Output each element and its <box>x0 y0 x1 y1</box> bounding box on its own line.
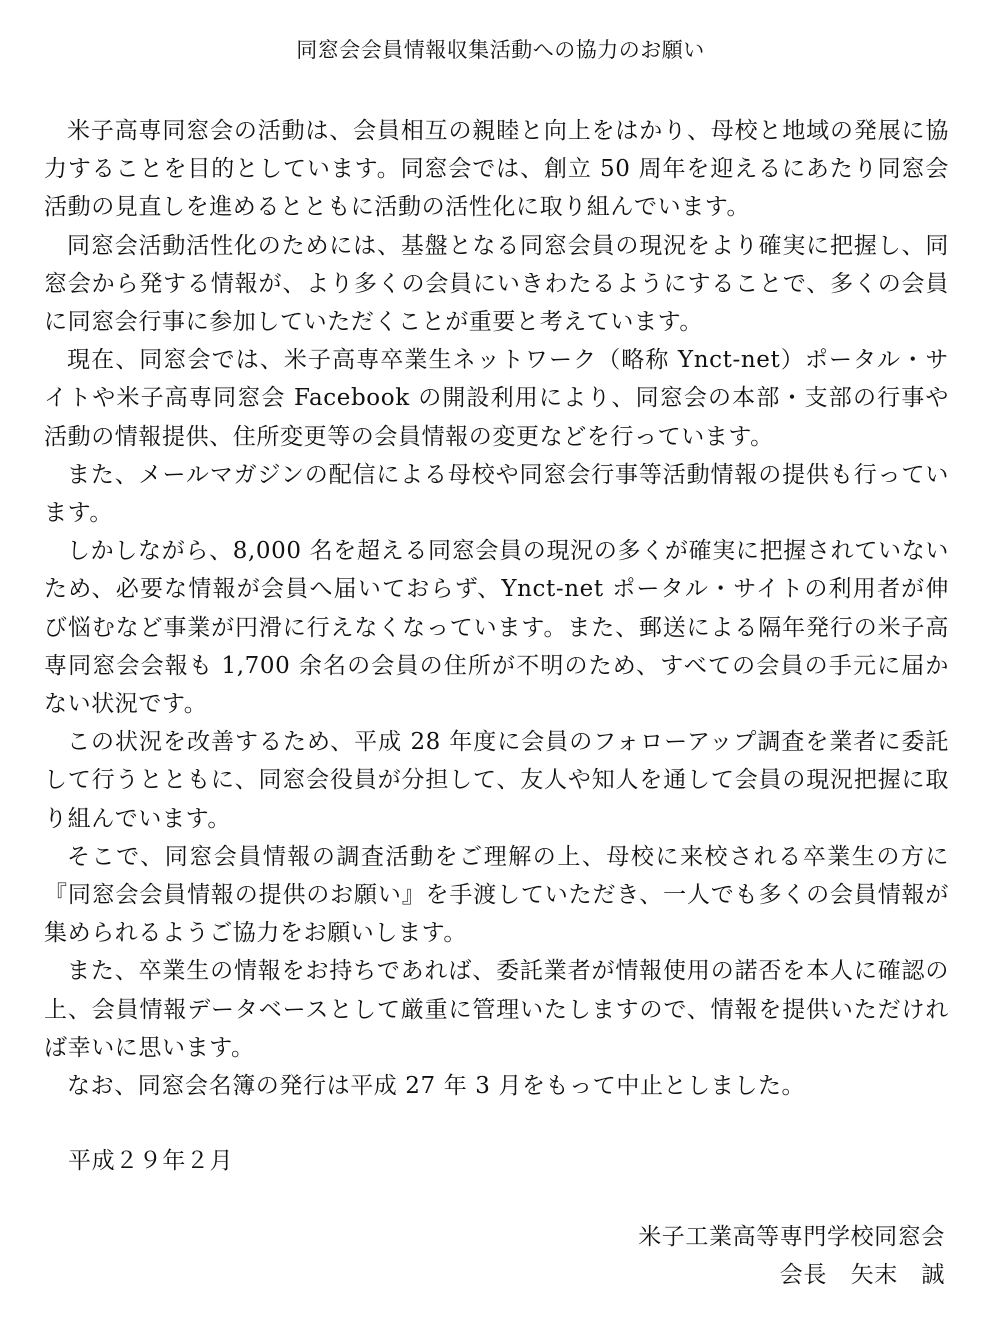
signature-block <box>638 1218 945 1294</box>
paragraph-improvement: この状況を改善するため、平成 28 年度に会員のフォローアップ調査を業者に委託して行うとともに、同窓会役員が分担して、友人や知人を通して会員の現況把握に取り組んでいます。 <box>44 729 949 832</box>
paragraph-directory-note: なお、同窓会名簿の発行は平成 27 年 3 月をもって中止としました。 <box>67 1073 806 1100</box>
document-body <box>44 112 949 1105</box>
document-title: 同窓会会員情報収集活動への協力のお願い <box>296 38 705 62</box>
paragraph-activation: 同窓会活動活性化のためには、基盤となる同窓会員の現況をより確実に把握し、同窓会から発する情報が、より多くの会員にいきわたるようにすることで、多くの会員に同窓会行事に参加していただくことが重要と考えています。 <box>44 232 949 336</box>
paragraph-request: そこで、同窓会員情報の調査活動をご理解の上、母校に来校される卒業生の方に『同窓会会員情報の提供のお願い』を手渡していただき、一人でも多くの会員情報が集められるようご協力をお願いします。 <box>44 843 949 947</box>
paragraph-current-status: 現在、同窓会では、米子高専卒業生ネットワーク（略称 Ynct-net）ポータル・サイトや米子高専同窓会 Facebook の開設利用により、同窓会の本部・支部の行事や活動の情報提供、住所変更等の会員情報の変更などを行っています。 <box>44 347 949 450</box>
document-date: 平成２９年２月 <box>68 1148 234 1174</box>
paragraph-information-provision: また、卒業生の情報をお持ちであれば、委託業者が情報使用の諾否を本人に確認の上、会員情報データベースとして厳重に管理いたしますので、情報を提供いただければ幸いに思います。 <box>44 958 949 1061</box>
signatory-name: 会長 矢末 誠 <box>779 1262 945 1288</box>
paragraph-purpose: 米子高専同窓会の活動は、会員相互の親睦と向上をはかり、母校と地域の発展に協力することを目的としています。同窓会では、創立 50 周年を迎えるにあたり同窓会活動の見直しを進めるとともに活動の活性化に取り組んでいます。 <box>44 118 949 221</box>
paragraph-problem: しかしながら、8,000 名を超える同窓会員の現況の多くが確実に把握されていないため、必要な情報が会員へ届いておらず、Ynct-net ポータル・サイトの利用者が伸び悩むなど事業が円滑に行えなくなっています。また、郵送による隔年発行の米子高専同窓会会報も 1,700 余名の会員の住所が不明のため、すべての会員の手元に届かない状況です。 <box>44 538 949 718</box>
organization-name: 米子工業高等専門学校同窓会 <box>638 1224 945 1250</box>
paragraph-mail-magazine: また、メールマガジンの配信による母校や同窓会行事等活動情報の提供も行っています。 <box>44 461 949 527</box>
